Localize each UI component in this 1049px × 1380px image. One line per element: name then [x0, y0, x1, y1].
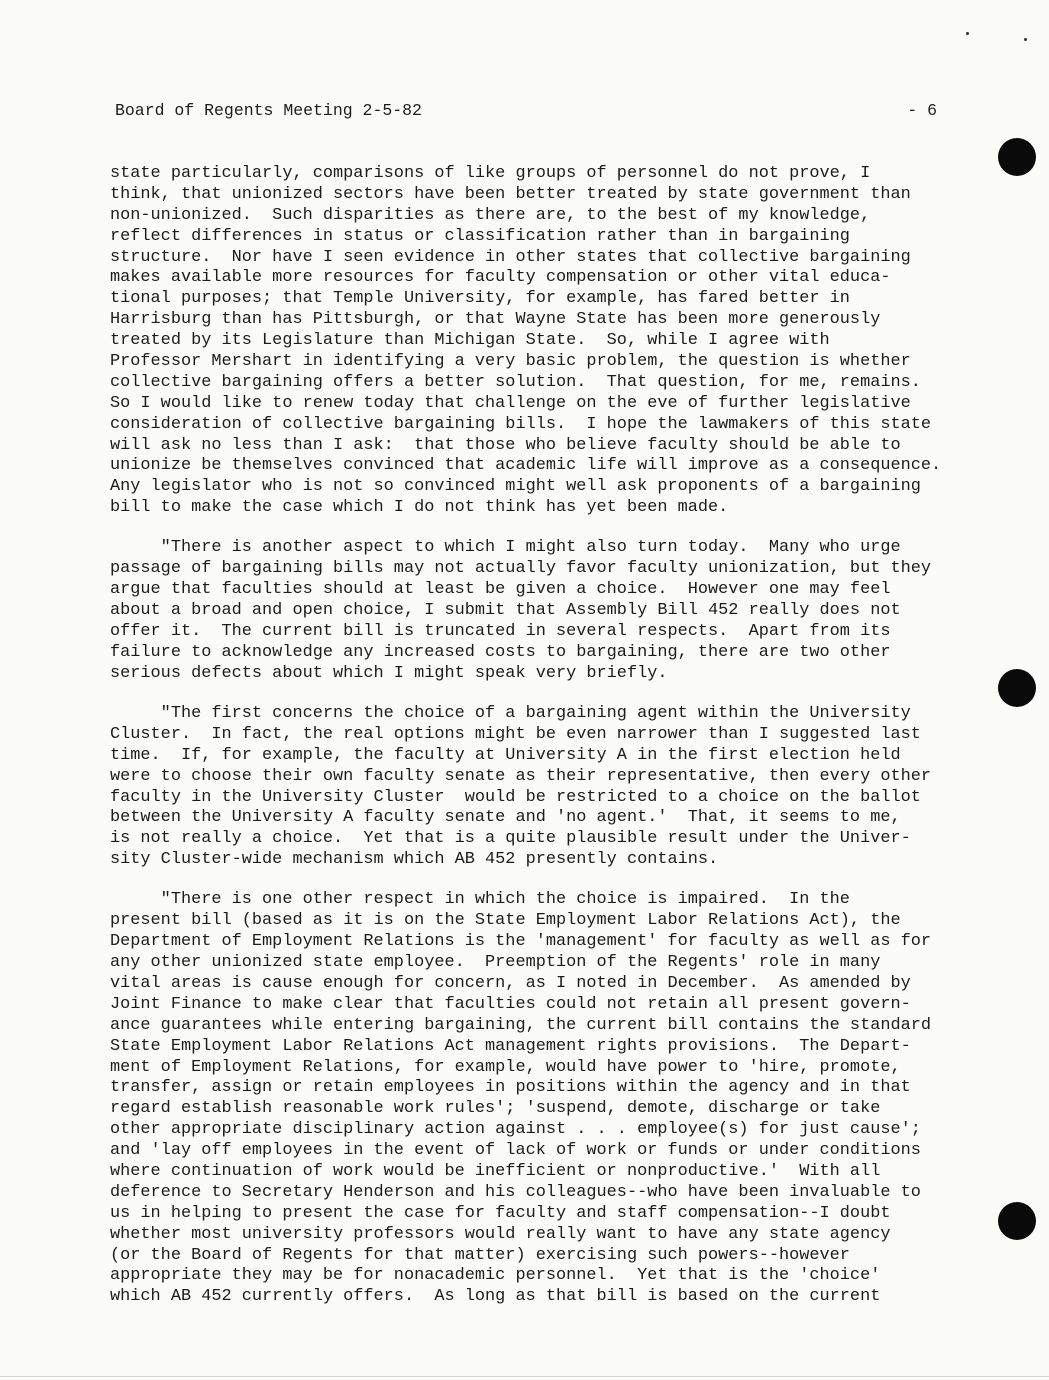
text-line: collective bargaining offers a better solution. That question, for me, remains.	[110, 372, 921, 392]
text-line: "The first concerns the choice of a bargaining agent within the University	[110, 703, 911, 723]
page-header	[115, 99, 937, 123]
punch-hole-middle	[998, 669, 1036, 707]
text-line: regard establish reasonable work rules'; 'suspend, demote, discharge or take	[110, 1099, 881, 1119]
text-line: other appropriate disciplinary action against . . . employee(s) for just cause';	[110, 1120, 921, 1140]
text-line: state particularly, comparisons of like groups of personnel do not prove, I	[110, 164, 871, 183]
text-line: argue that faculties should at least be given a choice. However one may feel	[110, 580, 891, 600]
text-line: (or the Board of Regents for that matter) exercising such powers--however	[110, 1245, 850, 1265]
text-line: appropriate they may be for nonacademic personnel. Yet that is the 'choice'	[110, 1266, 881, 1286]
text-line: about a broad and open choice, I submit that Assembly Bill 452 really does not	[110, 601, 901, 621]
text-line: treated by its Legislature than Michigan State. So, while I agree with	[110, 331, 830, 351]
paragraph	[110, 890, 970, 1308]
punch-hole-bottom	[998, 1202, 1036, 1240]
text-line: which AB 452 currently offers. As long as that bill is based on the current	[110, 1287, 881, 1307]
text-line: reflect differences in status or classification rather than in bargaining	[110, 226, 850, 246]
text-line: sity Cluster-wide mechanism which AB 452 presently contains.	[110, 850, 719, 870]
text-line: passage of bargaining bills may not actually favor faculty unionization, but they	[110, 559, 932, 579]
text-line: bill to make the case which I do not think has yet been made.	[110, 498, 729, 518]
text-line: Harrisburg than has Pittsburgh, or that Wayne State has been more generously	[110, 310, 881, 330]
text-line: structure. Nor have I seen evidence in other states that collective bargaining	[110, 247, 911, 267]
text-line: faculty in the University Cluster would be restricted to a choice on the ballot	[110, 787, 921, 807]
text-line: non-unionized. Such disparities as there are, to the best of my knowledge,	[110, 205, 871, 225]
text-line: whether most university professors would really want to have any state agency	[110, 1224, 891, 1244]
document-title: Board of Regents Meeting 2-5-82	[115, 101, 422, 120]
text-line: ment of Employment Relations, for example, would have power to 'hire, promote,	[110, 1057, 901, 1077]
text-line: deference to Secretary Henderson and his colleagues--who have been invaluable to	[110, 1182, 921, 1202]
paragraph	[110, 538, 970, 684]
text-line: any other unionized state employee. Preemption of the Regents' role in many	[110, 953, 881, 973]
text-line: failure to acknowledge any increased costs to bargaining, there are two other	[110, 642, 891, 662]
text-line: makes available more resources for faculty compensation or other vital educa-	[110, 268, 891, 288]
text-line: is not really a choice. Yet that is a quite plausible result under the Univer-	[110, 829, 911, 849]
text-line: between the University A faculty senate and 'no agent.' That, it seems to me,	[110, 808, 901, 828]
text-line: transfer, assign or retain employees in positions within the agency and in that	[110, 1078, 911, 1098]
text-line: consideration of collective bargaining bills. I hope the lawmakers of this state	[110, 414, 932, 434]
text-line: "There is one other respect in which the choice is impaired. In the	[110, 890, 850, 910]
text-line: "There is another aspect to which I might also turn today. Many who urge	[110, 538, 901, 558]
text-line: ance guarantees while entering bargaining, the current bill contains the standard	[110, 1015, 932, 1035]
text-line: us in helping to present the case for faculty and staff compensation--I doubt	[110, 1203, 891, 1223]
paragraph	[110, 704, 970, 871]
body-text	[110, 164, 970, 1328]
page-number: - 6	[907, 101, 937, 120]
text-line: So I would like to renew today that challenge on the eve of further legislative	[110, 393, 911, 413]
text-line: unionize be themselves convinced that academic life will improve as a consequence.	[110, 456, 942, 476]
text-line: vital areas is cause enough for concern, as I noted in December. As amended by	[110, 973, 911, 993]
text-line: tional purposes; that Temple University, for example, has fared better in	[110, 289, 850, 309]
text-line: time. If, for example, the faculty at University A in the first election held	[110, 745, 901, 765]
text-line: Department of Employment Relations is the 'management' for faculty as well as for	[110, 932, 932, 952]
text-line: and 'lay off employees in the event of lack of work or funds or under conditions	[110, 1141, 921, 1161]
text-line: think, that unionized sectors have been better treated by state government than	[110, 184, 911, 204]
punch-hole-top	[998, 138, 1036, 176]
text-line: Professor Mershart in identifying a very basic problem, the question is whether	[110, 352, 911, 372]
text-line: Any legislator who is not so convinced might well ask proponents of a bargaining	[110, 477, 921, 497]
text-line: were to choose their own faculty senate as their representative, then every other	[110, 766, 932, 786]
scan-speck	[966, 32, 969, 35]
text-line: serious defects about which I might speak very briefly.	[110, 663, 668, 683]
text-line: offer it. The current bill is truncated in several respects. Apart from its	[110, 622, 891, 641]
text-line: Joint Finance to make clear that faculties could not retain all present govern-	[110, 994, 911, 1014]
text-line: present bill (based as it is on the State Employment Labor Relations Act), the	[110, 911, 901, 931]
text-line: where continuation of work would be inefficient or nonproductive.' With all	[110, 1161, 881, 1181]
text-line: will ask no less than I ask: that those who believe faculty should be able to	[110, 435, 901, 455]
scan-speck	[1024, 38, 1027, 41]
paragraph	[110, 164, 970, 519]
text-line: Cluster. In fact, the real options might be even narrower than I suggested last	[110, 724, 921, 744]
text-line: State Employment Labor Relations Act management rights provisions. The Depart-	[110, 1036, 911, 1056]
scan-edge	[0, 1376, 1049, 1377]
